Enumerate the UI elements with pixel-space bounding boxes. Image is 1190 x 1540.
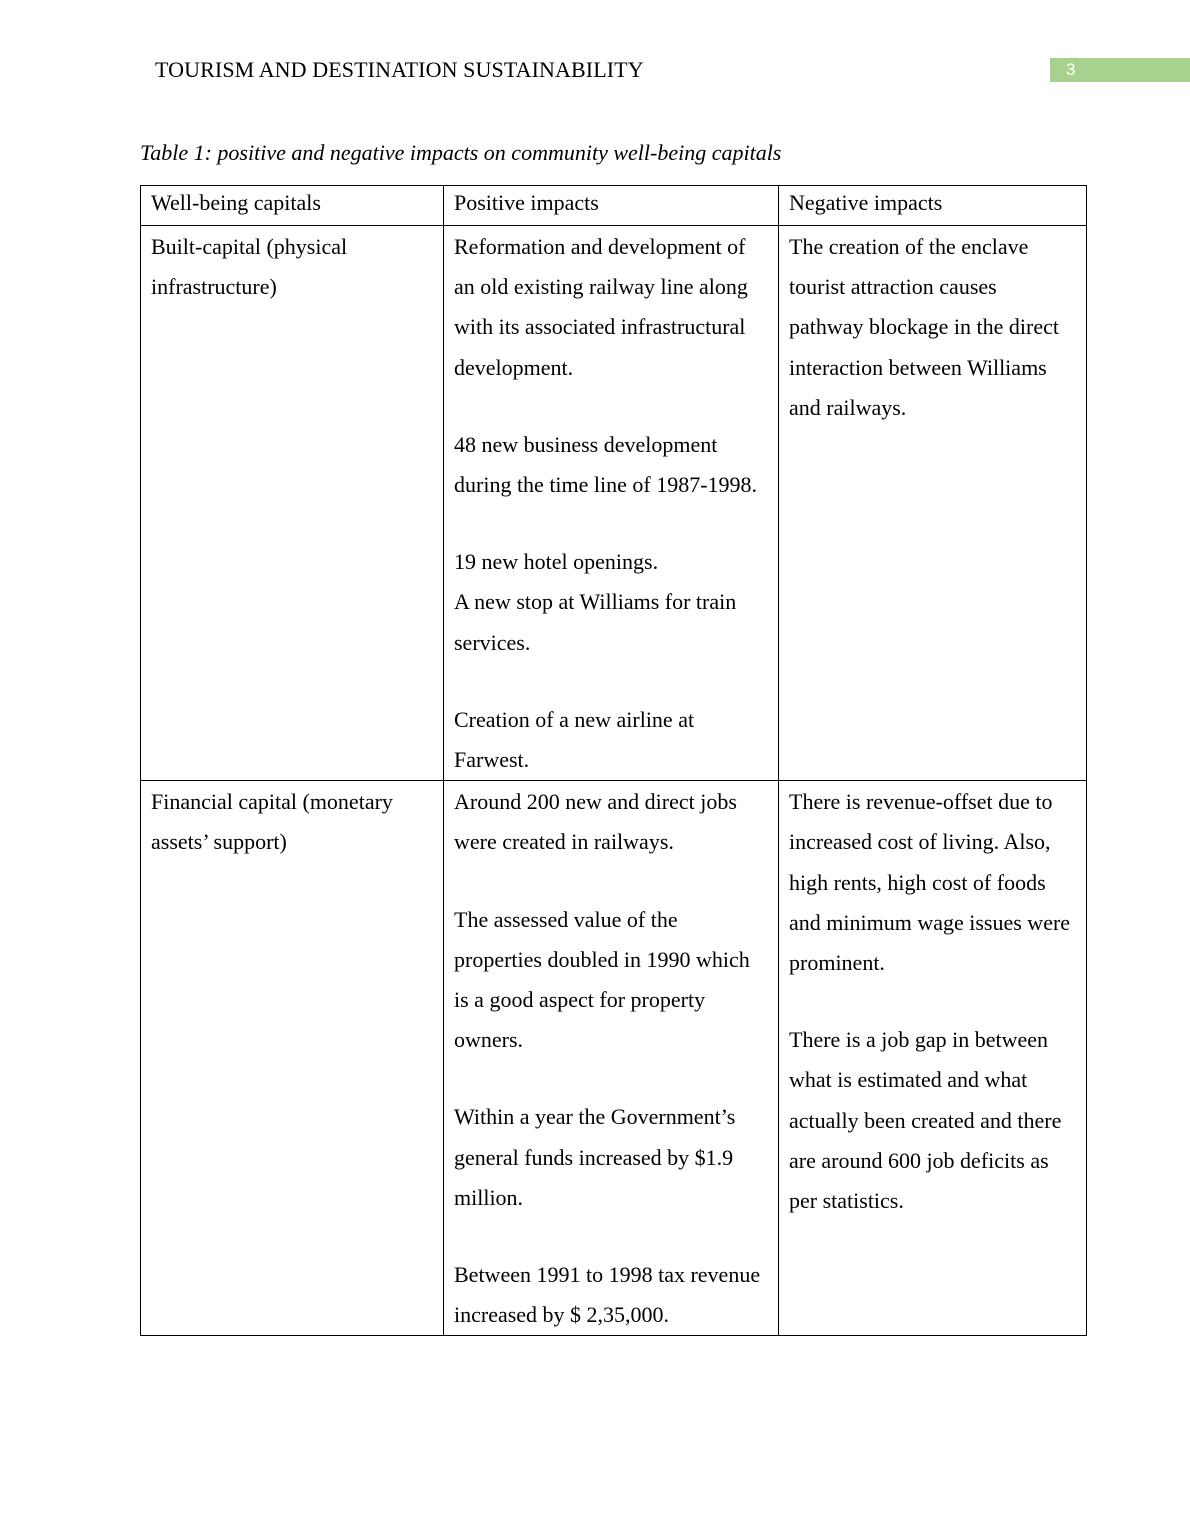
positive-impacts-cell [444, 226, 779, 781]
column-header-negative: Negative impacts [779, 186, 1087, 226]
capital-cell [141, 226, 444, 781]
impacts-table [140, 185, 1087, 1336]
positive-impact: Reformation and development of an old existing railway line along with its associated infrastructural development. [454, 234, 748, 380]
table-header-row [141, 186, 1087, 226]
column-header-positive: Positive impacts [444, 186, 779, 226]
positive-impact: A new stop at Williams for train services. [454, 589, 737, 655]
negative-impact: The creation of the enclave tourist attraction causes pathway blockage in the direct interaction between Williams and railways. [789, 234, 1060, 420]
capital-label: Financial capital (monetary assets’ support) [151, 789, 393, 855]
negative-impacts-cell [779, 226, 1087, 781]
positive-impact: Creation of a new airline at Farwest. [454, 706, 695, 773]
table-row-financial-capital [141, 781, 1087, 1336]
table-row-built-capital [141, 226, 1087, 781]
negative-impact: There is revenue-offset due to increased cost of living. Also, high rents, high cost of foods and minimum wage issues were prominent. [789, 789, 1071, 976]
capital-cell [141, 781, 444, 1336]
positive-impact: 19 new hotel openings. [454, 549, 659, 575]
capital-label: Built-capital (physical infrastructure) [151, 234, 348, 300]
positive-impacts-cell [444, 781, 779, 1336]
negative-impacts-cell [779, 781, 1087, 1336]
negative-impact: There is a job gap in between what is estimated and what actually been created and there are around 600 job deficits as per statistics. [789, 1027, 1062, 1214]
page-number: 3 [1050, 58, 1190, 82]
table-caption: Table 1: positive and negative impacts on community well-being capitals [140, 140, 782, 165]
positive-impact: Around 200 new and direct jobs were created in railways. [454, 789, 737, 855]
positive-impact: Within a year the Government’s general funds increased by $1.9 million. [454, 1104, 736, 1210]
column-header-capitals: Well-being capitals [141, 186, 444, 226]
positive-impact: 48 new business development during the time line of 1987-1998. [454, 431, 758, 498]
positive-impact: The assessed value of the properties doubled in 1990 which is a good aspect for property owners. [454, 906, 750, 1053]
running-header-title: TOURISM AND DESTINATION SUSTAINABILITY [155, 57, 644, 82]
positive-impact: Between 1991 to 1998 tax revenue increased by $ 2,35,000. [454, 1262, 761, 1328]
